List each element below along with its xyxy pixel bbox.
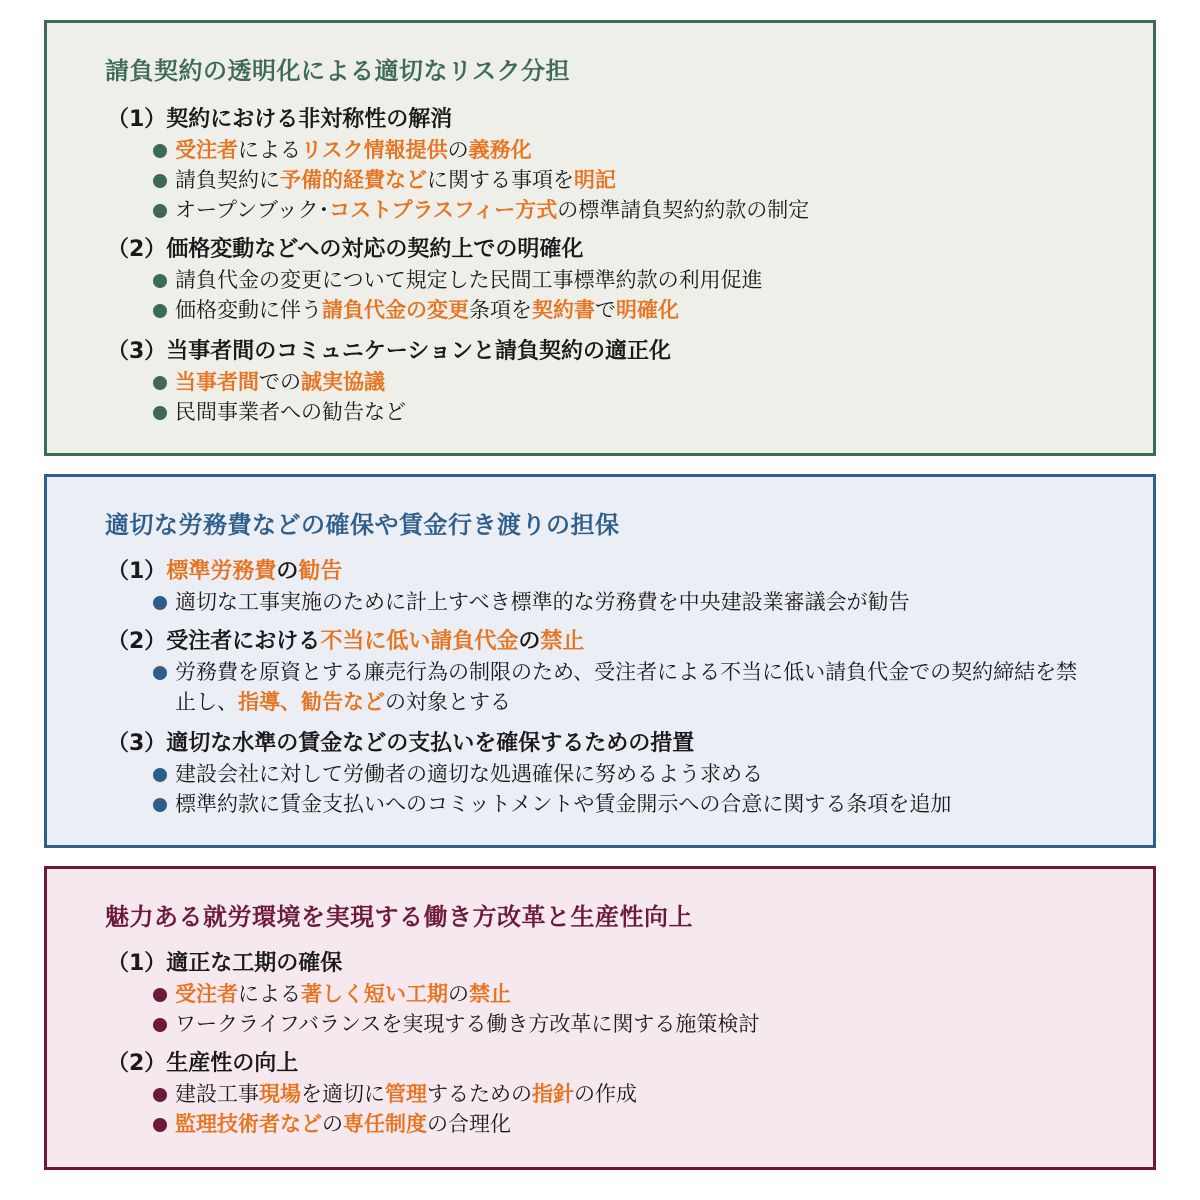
- section-heading: （3）適切な水準の賃金などの支払いを確保するための措置: [107, 731, 695, 756]
- list-item: 労務費を原資とする廉売行為の制限のため、受注者による不当に低い請負代金での契約締結を禁止し、指導、勧告などの対象とする: [151, 657, 1091, 717]
- section-heading: （1）標準労務費の勧告: [107, 559, 343, 584]
- list-item: 適切な工事実施のために計上すべき標準的な労務費を中央建設業審議会が勧告: [151, 587, 1137, 617]
- section-heading: （2）生産性の向上: [107, 1051, 299, 1076]
- section: [107, 949, 1137, 1039]
- section-heading: （2）受注者における不当に低い請負代金の禁止: [107, 629, 585, 654]
- list-item: 受注者による著しく短い工期の禁止: [151, 979, 1137, 1009]
- list-item: 建設会社に対して労働者の適切な処遇確保に努めるよう求める: [151, 759, 1137, 789]
- panel-title: 適切な労務費などの確保や賃金行き渡りの担保: [105, 511, 620, 539]
- panel-labor-costs: [44, 474, 1156, 848]
- section: [107, 235, 1137, 325]
- section-heading: （1）契約における非対称性の解消: [107, 107, 453, 132]
- panel-work-style-reform: [44, 866, 1156, 1170]
- section: [107, 337, 1137, 427]
- section-heading: （3）当事者間のコミュニケーションと請負契約の適正化: [107, 339, 671, 364]
- panel-risk-sharing: [44, 20, 1156, 456]
- list-item: 請負契約に予備的経費などに関する事項を明記: [151, 165, 1137, 195]
- list-item: オープンブック･コストプラスフィー方式の標準請負契約約款の制定: [151, 195, 1137, 225]
- section: [107, 105, 1137, 225]
- section: [107, 627, 1137, 717]
- panel-title: 請負契約の透明化による適切なリスク分担: [105, 57, 571, 85]
- list-item: 監理技術者などの専任制度の合理化: [151, 1109, 1137, 1139]
- list-item: 標準約款に賃金支払いへのコミットメントや賃金開示への合意に関する条項を追加: [151, 789, 1137, 819]
- section-heading: （1）適正な工期の確保: [107, 951, 343, 976]
- list-item: 建設工事現場を適切に管理するための指針の作成: [151, 1079, 1137, 1109]
- list-item: 受注者によるリスク情報提供の義務化: [151, 135, 1137, 165]
- list-item: ワークライフバランスを実現する働き方改革に関する施策検討: [151, 1009, 1137, 1039]
- panel-title: 魅力ある就労環境を実現する働き方改革と生産性向上: [105, 903, 693, 931]
- section: [107, 1049, 1137, 1139]
- list-item: 価格変動に伴う請負代金の変更条項を契約書で明確化: [151, 295, 1137, 325]
- list-item: 民間事業者への勧告など: [151, 397, 1137, 427]
- list-item: 当事者間での誠実協議: [151, 367, 1137, 397]
- section: [107, 729, 1137, 819]
- section: [107, 557, 1137, 617]
- section-heading: （2）価格変動などへの対応の契約上での明確化: [107, 237, 584, 262]
- list-item: 請負代金の変更について規定した民間工事標準約款の利用促進: [151, 265, 1137, 295]
